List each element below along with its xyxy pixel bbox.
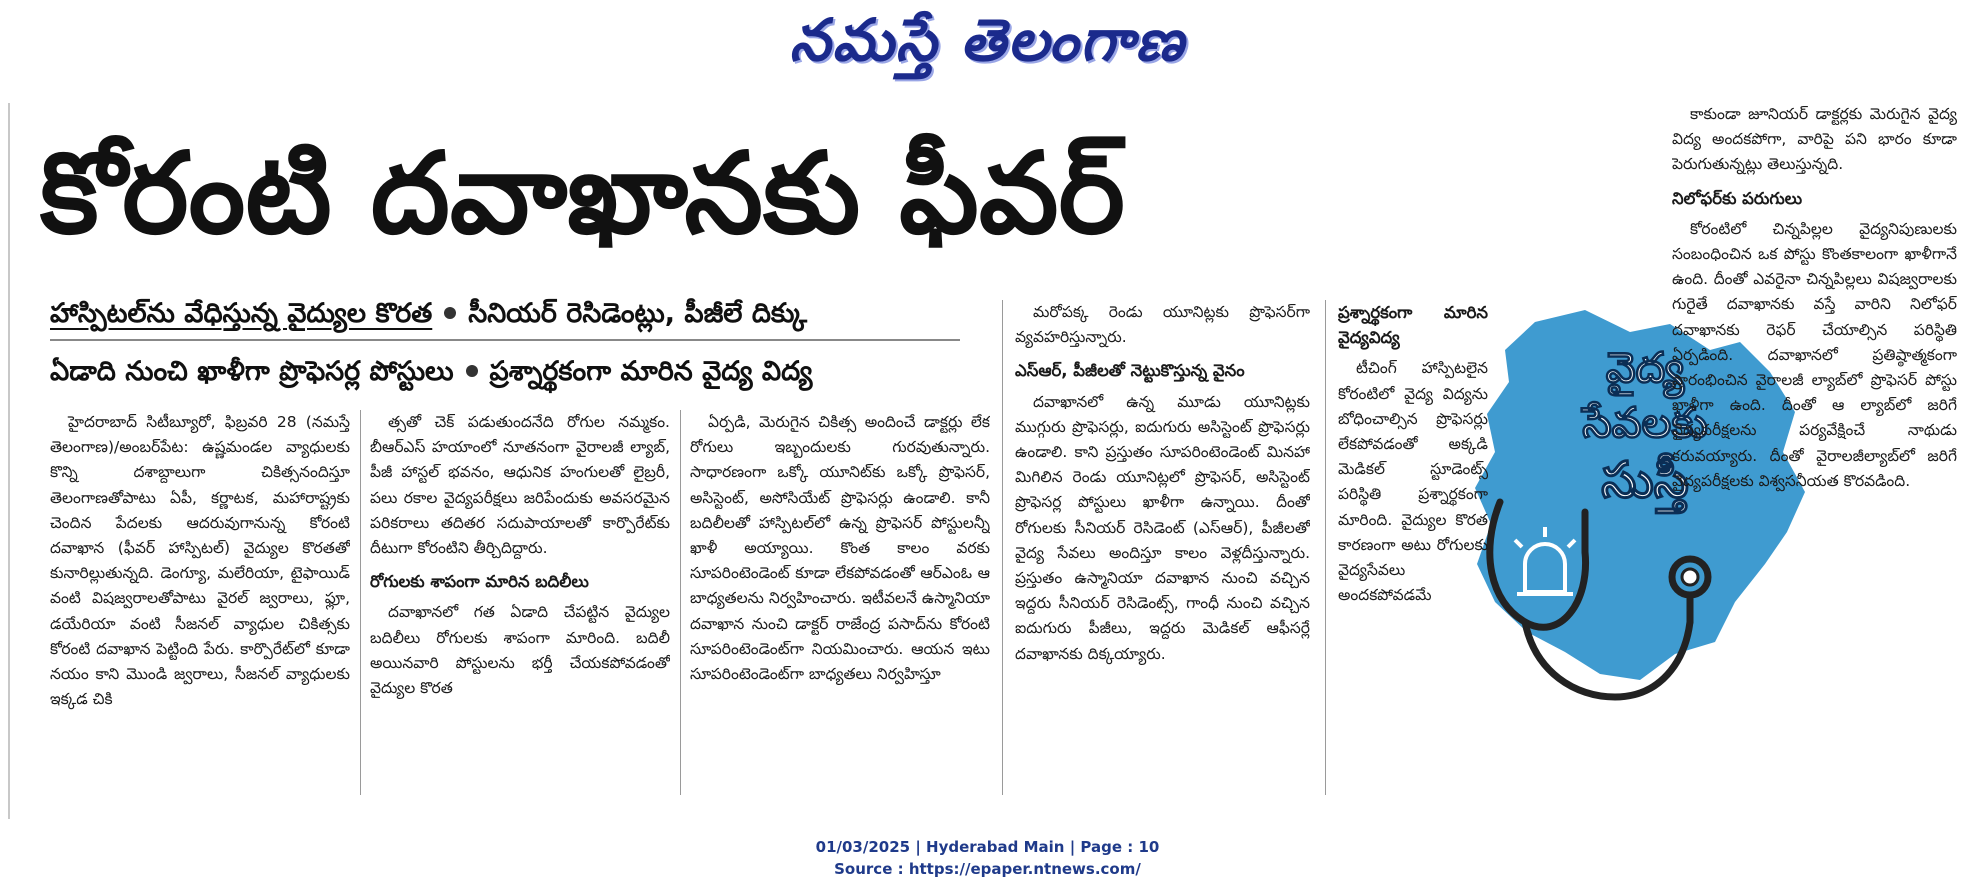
graphic-title-line-3: సుస్తీ bbox=[1601, 451, 1689, 509]
column-paragraph: కోరంటిలో చిన్నపిల్లల వైద్యనిపుణులకు సంబంధించిన ఒక పోస్టు కొంతకాలంగా ఖాళీగానే ఉంది. దీంతో ఎవరైనా చిన్నపిల్లలు విషజ్వరాలకు గురైతే దవాఖానకు వస్తే వారిని నిలోఫర్ దవాఖానకు రెఫర్ చేయాల్సిన పరిస్థితి ఏర్పడింది. దవాఖానలో ప్రతిష్ఠాత్మకంగా ప్రారంభించిన వైరాలజీ ల్యాబ్‌లో ప్రొఫెసర్ పోస్టు ఖాళీగా ఉంది. దీంతో ఆ ల్యాబ్‌లో జరిగే వైద్యపరీక్షలను పర్యవేక్షించే నాథుడు కరువయ్యారు. దీంతో వైరాలజీల్యాబ్‌లో జరిగే వైద్యపరీక్షలకు విశ్వసనీయత కొరవడింది. bbox=[1672, 219, 1957, 490]
column-paragraph: దవాఖానలో ఉన్న మూడు యూనిట్లకు ముగ్గురు ప్రొఫెసర్లు, ఐదుగురు అసిస్టెంట్ ప్రొఫెసర్లు ఉండాలి. కాని ప్రస్తుతం సూపరింటెండెంట్ మినహా మిగిలిన రెండు యూనిట్లలో ప్రొఫెసర్, అసిస్టెంట్ ప్రొఫెసర్ల పోస్టులు ఖాళీగా ఉన్నాయి. దీంతో రోగులకు సీనియర్ రెసిడెంట్ (ఎస్‌ఆర్), పీజీలతో వైద్య సేవలు అందిస్తూ కాలం వెళ్లదీస్తున్నారు. ప్రస్తుతం ఉస్మానియా దవాఖాన నుంచి వచ్చిన ఇద్దరు సీనియర్ రెసిడెంట్స్, గాంధీ నుంచి వచ్చిన ఐదుగురు పీజీలు, ఇద్దరు మెడికల్ ఆఫీసర్లే దవాఖానకు దిక్కయ్యారు. bbox=[1015, 392, 1310, 663]
column-paragraph: హైదరాబాద్ సిటీబ్యూరో, ఫిబ్రవరి 28 (నమస్తే తెలంగాణ)/అంబర్‌పేట: ఉష్ణమండల వ్యాధులకు కొన్ని దశాబ్దాలుగా చికిత్సనందిస్తూ తెలంగాణతోపాటు ఏపీ, కర్ణాటక, మహారాష్ట్రకు చెందిన పేదలకు ఆదరువుగానున్న కోరంటి దవాఖాన (ఫీవర్ హాస్పిటల్) వైద్యుల కొరతతో కునారిల్లుతున్నది. డెంగ్యూ, మలేరియా, టైఫాయిడ్ వంటి విషజ్వరాలతోపాటు వైరల్ జ్వరాలు, ఫ్లూ, డయేరియా వంటి సీజనల్ వ్యాధుల చికిత్సకు కోరంటి దవాఖాన పెట్టింది పేరు. కార్పొరేట్‌లో కూడా నయం కాని మొండి జ్వరాలు, సీజనల్ వ్యాధులకు ఇక్కడ చికి bbox=[50, 413, 350, 709]
section-heading: రోగులకు శాపంగా మారిన బదిలీలు bbox=[370, 572, 589, 592]
column-paragraph: కాకుండా జూనియర్ డాక్టర్లకు మెరుగైన వైద్య విద్య అందకపోగా, వారిపై పని భారం కూడా పెరుగుతున్నట్లు తెలుస్తున్నది. bbox=[1672, 105, 1957, 174]
column-divider bbox=[360, 410, 361, 795]
article-column-6 bbox=[1672, 102, 1957, 802]
page-footer bbox=[0, 836, 1975, 880]
masthead-title: నమస్తే తెలంగాణ bbox=[789, 6, 1186, 74]
column-divider bbox=[1325, 300, 1326, 795]
subhead-line-1 bbox=[50, 298, 807, 330]
subhead-2a: ఏడాది నుంచి ఖాళీగా ప్రొఫెసర్ల పోస్టులు bbox=[50, 356, 454, 387]
bullet-icon bbox=[466, 365, 478, 377]
subhead-1b: సీనియర్ రెసిడెంట్లు, పీజీలే దిక్కు bbox=[468, 298, 807, 329]
article-column-2 bbox=[370, 410, 670, 796]
article-column-5 bbox=[1338, 300, 1488, 795]
section-heading: నిలోఫర్‌కు పరుగులు bbox=[1672, 188, 1803, 208]
section-heading: ఎస్‌ఆర్, పీజీలతో నెట్టుకొస్తున్న వైనం bbox=[1015, 361, 1245, 381]
bullet-icon bbox=[444, 307, 456, 319]
column-paragraph: టీచింగ్ హాస్పిటలైన కోరంటిలో వైద్య విద్యను బోధించాల్సిన ప్రొఫెసర్లు లేకపోవడంతో అక్కడి మెడికల్ స్టూడెంట్స్ పరిస్థితి ప్రశ్నార్థకంగా మారింది. వైద్యుల కొరత కారణంగా అటు రోగులకు వైద్యసేవలు అందకపోవడమే bbox=[1338, 359, 1488, 605]
column-divider bbox=[680, 410, 681, 795]
column-paragraph: దవాఖానలో గత ఏడాది చేపట్టిన వైద్యుల బదిలీలు రోగులకు శాపంగా మారింది. బదిలీ అయినవారి పోస్టులను భర్తీ చేయకపోవడంతో వైద్యుల కొరత bbox=[370, 603, 670, 698]
article-column-3 bbox=[690, 410, 990, 796]
subhead-divider bbox=[50, 339, 960, 341]
graphic-title-line-1: వైద్య bbox=[1605, 343, 1685, 392]
subhead-line-2 bbox=[50, 356, 812, 388]
graphic-title-line-2: సేవలకు bbox=[1582, 398, 1708, 447]
subhead-1a: హాస్పిటల్‌ను వేధిస్తున్న వైద్యుల కొరత bbox=[50, 298, 433, 329]
article-column-1 bbox=[50, 410, 350, 796]
article-column-4 bbox=[1015, 300, 1310, 796]
column-paragraph: త్సతో చెక్ పడుతుందనేది రోగుల నమ్మకం. బీఆర్‌ఎస్ హయాంలో నూతనంగా వైరాలజీ ల్యాబ్, పీజీ హాస్టల్ భవనం, ఆధునిక హంగులతో లైబ్రరీ, పలు రకాల వైద్యపరీక్షలు జరిపేందుకు అవసరమైన పరికరాలు తదితర సదుపాయాలతో కార్పొరేట్‌కు దీటుగా కోరంటిని తీర్చిదిద్దారు. bbox=[370, 413, 670, 558]
headline: కోరంటి దవాఖానకు ఫీవర్ bbox=[40, 129, 1125, 259]
subhead-2b: ప్రశ్నార్థకంగా మారిన వైద్య విద్య bbox=[489, 356, 813, 387]
column-paragraph: మరోపక్క రెండు యూనిట్లకు ప్రొఫెసర్‌గా వ్యవహరిస్తున్నారు. bbox=[1015, 303, 1310, 347]
footer-source-link[interactable]: Source : https://epaper.ntnews.com/ bbox=[834, 860, 1141, 878]
column-paragraph: ఏర్పడి, మెరుగైన చికిత్స అందించే డాక్టర్లు లేక రోగులు ఇబ్బందులకు గురవుతున్నారు. సాధారణంగా ఒక్కో యూనిట్‌కు ఒక్కో ప్రొఫెసర్, అసిస్టెంట్, అసోసియేట్ ప్రొఫెసర్లు ఉండాలి. కానీ బదిలీలతో హాస్పిటల్‌లో ఉన్న ప్రొఫెసర్ పోస్టులన్నీ ఖాళీ అయ్యాయి. కొంత కాలం వరకు సూపరింటెండెంట్ కూడా లేకపోవడంతో ఆర్‌ఎంఓ ఆ బాధ్యతలను నిర్వహించారు. ఇటీవలనే ఉస్మానియా దవాఖాన నుంచి డాక్టర్ రాజేంద్ర పసాద్‌ను కోరంటి సూపరింటెండెంట్‌గా నియమించారు. ఆయన ఇటు సూపరింటెండెంట్‌గా బాధ్యతలు నిర్వహిస్తూ bbox=[690, 413, 990, 684]
footer-date-page: 01/03/2025 | Hyderabad Main | Page : 10 bbox=[815, 838, 1160, 856]
column-divider bbox=[1002, 300, 1003, 795]
section-heading: ప్రశ్నార్థకంగా మారిన వైద్యవిద్య bbox=[1338, 303, 1488, 348]
